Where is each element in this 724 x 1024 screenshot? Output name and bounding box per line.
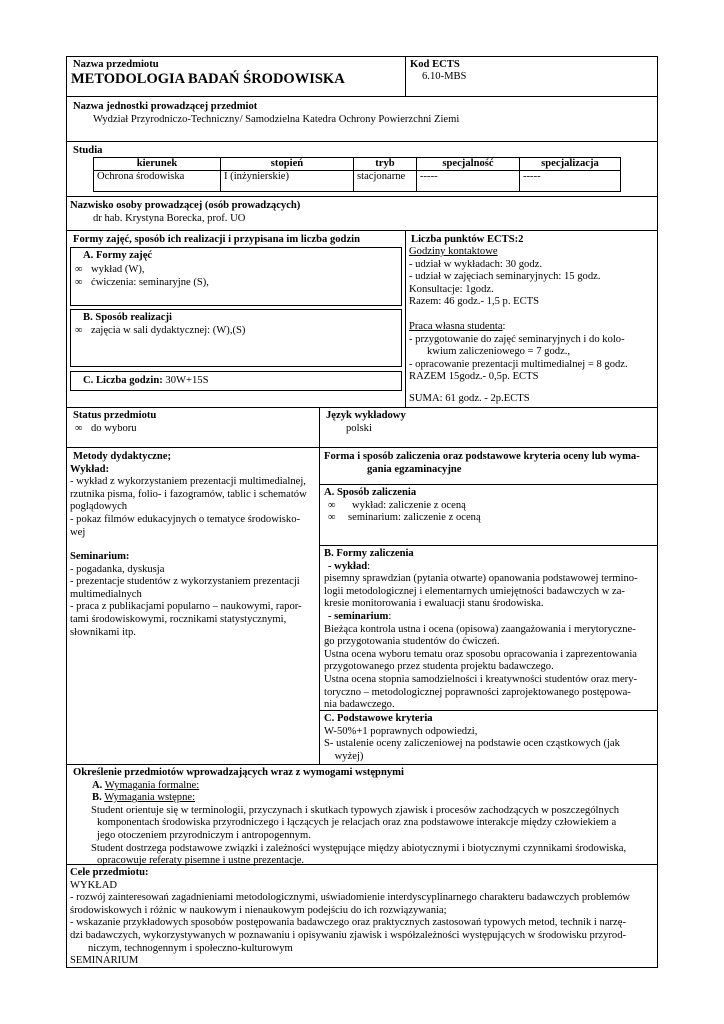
list-item: ∞ wykład: zaliczenie z oceną [324, 500, 481, 513]
forms-c [83, 375, 208, 388]
ects-code-value: 6.10-MBS [422, 71, 467, 82]
teachers-value: dr hab. Krystyna Borecka, prof. UO [93, 213, 246, 224]
bullet-icon: ∞ [75, 264, 83, 275]
studies-cell: I (inżynierskie) [221, 171, 354, 192]
assessment-b-seminar-label-row: - seminarium: [328, 610, 392, 622]
contact-line: Razem: 46 godz.- 1,5 p. ECTS [409, 296, 540, 308]
frame-top [66, 56, 658, 57]
contact-line: - udział w zajęciach seminaryjnych: 15 godz. [409, 271, 601, 283]
methods-header: Metody dydaktyczne; [73, 451, 171, 462]
studies-header-cell: stopień [221, 158, 354, 171]
forms-c-label: C. Liczba godzin: [83, 375, 163, 386]
unit-value: Wydział Przyrodniczo-Techniczny/ Samodzielna Katedra Ochrony Powierzchni Ziemi [93, 114, 460, 125]
goals-header: Cele przedmiotu: [70, 867, 149, 878]
assessment-c-line: W-50%+1 poprawnych odpowiedzi, [324, 725, 478, 737]
status-value-row [75, 423, 137, 436]
sep-6 [66, 447, 658, 448]
sep-3 [66, 196, 658, 197]
studies-label: Studia [73, 145, 103, 156]
list-item: ∞ seminarium: zaliczenie z oceną [324, 512, 481, 525]
methods-seminar-block [70, 551, 302, 639]
studies-header-cell: specjalność [417, 158, 520, 171]
prerequisites [73, 767, 626, 868]
goals-line: - wskazanie przykładowych sposobów postępowania badawczego oraz praktycznych zastosowań typowych metod, technik i narzę- [70, 917, 626, 929]
forms-a-list [75, 264, 209, 289]
assessment-c-line: S- ustalenie oceny zaliczeniowej na podstawie ocen cząstkowych (jak [324, 738, 620, 750]
subject-name: METODOLOGIA BADAŃ ŚRODOWISKA [71, 71, 345, 87]
ects-points-header: Liczba punktów ECTS:2 [411, 234, 524, 245]
bullet-icon: ∞ [328, 499, 336, 511]
methods-lecture-line: poglądowych [70, 501, 128, 513]
forms-a-label: A. Formy zajęć [83, 250, 153, 261]
vsep-forms [405, 230, 406, 408]
list-item: ∞ ćwiczenia: seminaryjne (S), [75, 276, 209, 288]
prereq-line: Student orientuje się w terminologii, przyczynach i skutkach typowych zjawisk i procesów zachodzących w poszczególnych [91, 804, 620, 816]
bullet-icon: ∞ [75, 276, 83, 288]
forms-b-list [75, 325, 245, 338]
vsep-status [319, 407, 320, 765]
ects-points-self [409, 321, 628, 384]
assessment-b-seminar-line: go przygotowania studentów do ćwiczeń. [324, 636, 500, 648]
language-label: Język wykładowy [326, 410, 406, 421]
vsep-top [405, 56, 406, 97]
prereq-line: Student dostrzega podstawowe związki i zależności występujące między abiotycznymi i biotycznymi czynnikami środowiska, [91, 842, 627, 854]
assess-sep-2 [320, 545, 658, 546]
ects-points-contact [409, 246, 601, 309]
studies-cell: ----- [417, 171, 520, 192]
assessment-c-line: wyżej) [324, 750, 364, 762]
studies-header-cell: tryb [354, 158, 417, 171]
prereq-a-label: Wymagania formalne: [104, 779, 200, 791]
goals-line: WYKŁAD [70, 879, 118, 891]
methods-lecture-line: - pokaz filmów edukacyjnych o tematyce środowisko- [70, 513, 301, 525]
methods-lecture-line: wej [70, 526, 86, 538]
bullet-icon: ∞ [75, 423, 83, 434]
language-value: polski [346, 423, 372, 434]
self-work-line: - przygotowanie do zajęć seminaryjnych i do kolo- [409, 333, 625, 345]
methods-seminar-line: - praca z publikacjami popularno – naukowymi, rapor- [70, 601, 302, 613]
prereq-b-label: Wymagania wstępne: [104, 792, 196, 804]
studies-header-cell: specjalizacja [520, 158, 621, 171]
self-work-line: kwium zaliczeniowego = 7 godz., [427, 346, 571, 358]
prereq-line: jego otoczeniem przyrodniczym i antropogennym. [97, 829, 311, 841]
ects-code-label: Kod ECTS [410, 59, 460, 70]
forms-header: Formy zajęć, sposób ich realizacji i przypisana im liczba godzin [73, 234, 360, 245]
contact-line: Konsultacje: 1godz. [409, 283, 494, 295]
assessment-a [324, 487, 481, 525]
status-value: do wyboru [91, 423, 137, 434]
assessment-b-seminar-line: toryczno – metodologicznej poprawności zaprojektowanego postępowa- [324, 686, 631, 698]
assessment-header: Forma i sposób zaliczenia oraz podstawowe kryteria oceny lub wyma- gania egzaminacyjne [324, 451, 640, 475]
methods-seminar-line: słownikami itp. [70, 626, 136, 638]
status-label: Status przedmiotu [73, 410, 157, 421]
contact-line: - udział w wykładach: 30 godz. [409, 258, 542, 270]
subject-label: Nazwa przedmiotu [73, 59, 159, 70]
studies-header-row [94, 158, 621, 171]
frame-right [657, 56, 658, 968]
goals-line: środowiskowych i różnic w naukowym i nienaukowym podejściu do ich rozwiązywania; [70, 904, 447, 916]
assessment-b-lecture-line: logii metodologicznej i elementarnych umiejętności badawczych w za- [324, 585, 625, 597]
methods-seminar-line: - prezentacje studentów z wykorzystaniem prezentacji [70, 576, 300, 588]
methods-seminar-line: tami środowiskowymi, rocznikami statystycznymi, [70, 613, 287, 625]
studies-row [94, 171, 621, 192]
goals-line: niczym, technogennym i społeczno-kulturowym [88, 942, 293, 954]
unit-label: Nazwa jednostki prowadzącej przedmiot [73, 101, 258, 112]
methods-seminar-line: - pogadanka, dyskusja [70, 563, 165, 575]
studies-table [93, 157, 621, 192]
self-work-line: RAZEM 15godz.- 0,5p. ECTS [409, 371, 539, 383]
sep-7 [66, 764, 658, 765]
list-item: ∞ wykład (W), [75, 264, 145, 275]
self-work-label-row: Praca własna studenta: [409, 321, 506, 332]
goals [70, 867, 630, 968]
studies-cell: Ochrona środowiska [94, 171, 221, 192]
contact-label: Godziny kontaktowe [409, 246, 498, 257]
studies-cell: ----- [520, 171, 621, 192]
frame-left [66, 56, 67, 968]
assessment-b-seminar-line: nia badawczego. [324, 699, 395, 711]
bullet-icon: ∞ [328, 512, 336, 524]
self-work-label: Praca własna studenta [409, 321, 503, 332]
prereq-b-row: B. Wymagania wstępne: [92, 792, 196, 804]
sep-2 [66, 141, 658, 142]
methods-block [70, 451, 307, 539]
prereq-line: opracowuje referaty pisemne i ustne prezentacje. [97, 855, 305, 867]
bullet-icon: ∞ [75, 325, 83, 336]
teachers-label: Nazwisko osoby prowadzącej (osób prowadzących) [70, 200, 301, 211]
prereq-a-row: A. Wymagania formalne: [92, 779, 200, 791]
assessment-b-lecture-line: kresie monitorowania i ewaluacji stanu środowiska. [324, 598, 544, 610]
assessment-b-seminar-line: Ustna ocena stopnia samodzielności i kreatywności studentów oraz mery- [324, 673, 638, 685]
sep-4 [66, 230, 658, 231]
sep-5 [66, 407, 658, 408]
assessment-b-lecture-line: pisemny sprawdzian (pytania otwarte) opanowania podstawowej termino- [324, 573, 638, 585]
assessment-b-seminar-line: Ustna ocena wyboru tematu oraz sposobu opracowania i zaprezentowania [324, 648, 637, 660]
goals-line: SEMINARIUM [70, 955, 139, 967]
methods-lecture-line: - wykład z wykorzystaniem prezentacji multimedialnej, [70, 476, 306, 488]
assess-sep-1 [320, 484, 658, 485]
assessment-c-label: C. Podstawowe kryteria [324, 713, 433, 724]
methods-seminar-line: multimedialnych [70, 588, 142, 600]
studies-header-cell: kierunek [94, 158, 221, 171]
prerequisites-header: Określenie przedmiotów wprowadzających wraz z wymogami wstępnymi [73, 767, 404, 778]
assessment-b-label: B. Formy zaliczenia [324, 548, 414, 559]
assessment-c [324, 713, 620, 763]
goals-line: dzi badawczych, wykorzystywanych w poznawaniu i opisywaniu zjawisk i współzależności występujących w środowisku przyrod- [70, 929, 627, 941]
forms-b-label: B. Sposób realizacji [83, 312, 172, 323]
assessment-b-lecture-label-row: - wykład: [328, 560, 371, 572]
assessment-a-label: A. Sposób zaliczenia [324, 487, 417, 498]
self-work-line: - opracowanie prezentacji multimedialnej = 8 godz. [409, 358, 628, 370]
studies-cell: stacjonarne [354, 171, 417, 192]
assessment-b [324, 548, 638, 712]
methods-lecture-label: Wykład: [70, 463, 110, 475]
list-item: ∞ zajęcia w sali dydaktycznej: (W),(S) [75, 325, 246, 336]
ects-points-sum: SUMA: 61 godz. - 2p.ECTS [409, 393, 530, 404]
methods-lecture-line: rzutnika pisma, folio- i fazogramów, tablic i schematów [70, 488, 307, 500]
methods-seminar-label: Seminarium: [70, 551, 130, 562]
assessment-b-seminar-line: przygotowanego przez studenta projektu badawczego. [324, 661, 554, 673]
sep-1 [66, 96, 658, 97]
assessment-b-seminar-line: Bieżąca kontrola ustna i ocena (opisowa) zaangażowania i merytoryczne- [324, 623, 636, 635]
forms-c-value: 30W+15S [165, 375, 209, 386]
goals-line: - rozwój zainteresowań zagadnieniami metodologicznymi, uświadomienie interdyscyplinarnego charakteru badawczych problemów [70, 892, 631, 904]
prereq-line: komponentach środowiska przyrodniczego i łączących je relacjach oraz zna podstawowe interakcje między człowiekiem a [97, 817, 617, 829]
